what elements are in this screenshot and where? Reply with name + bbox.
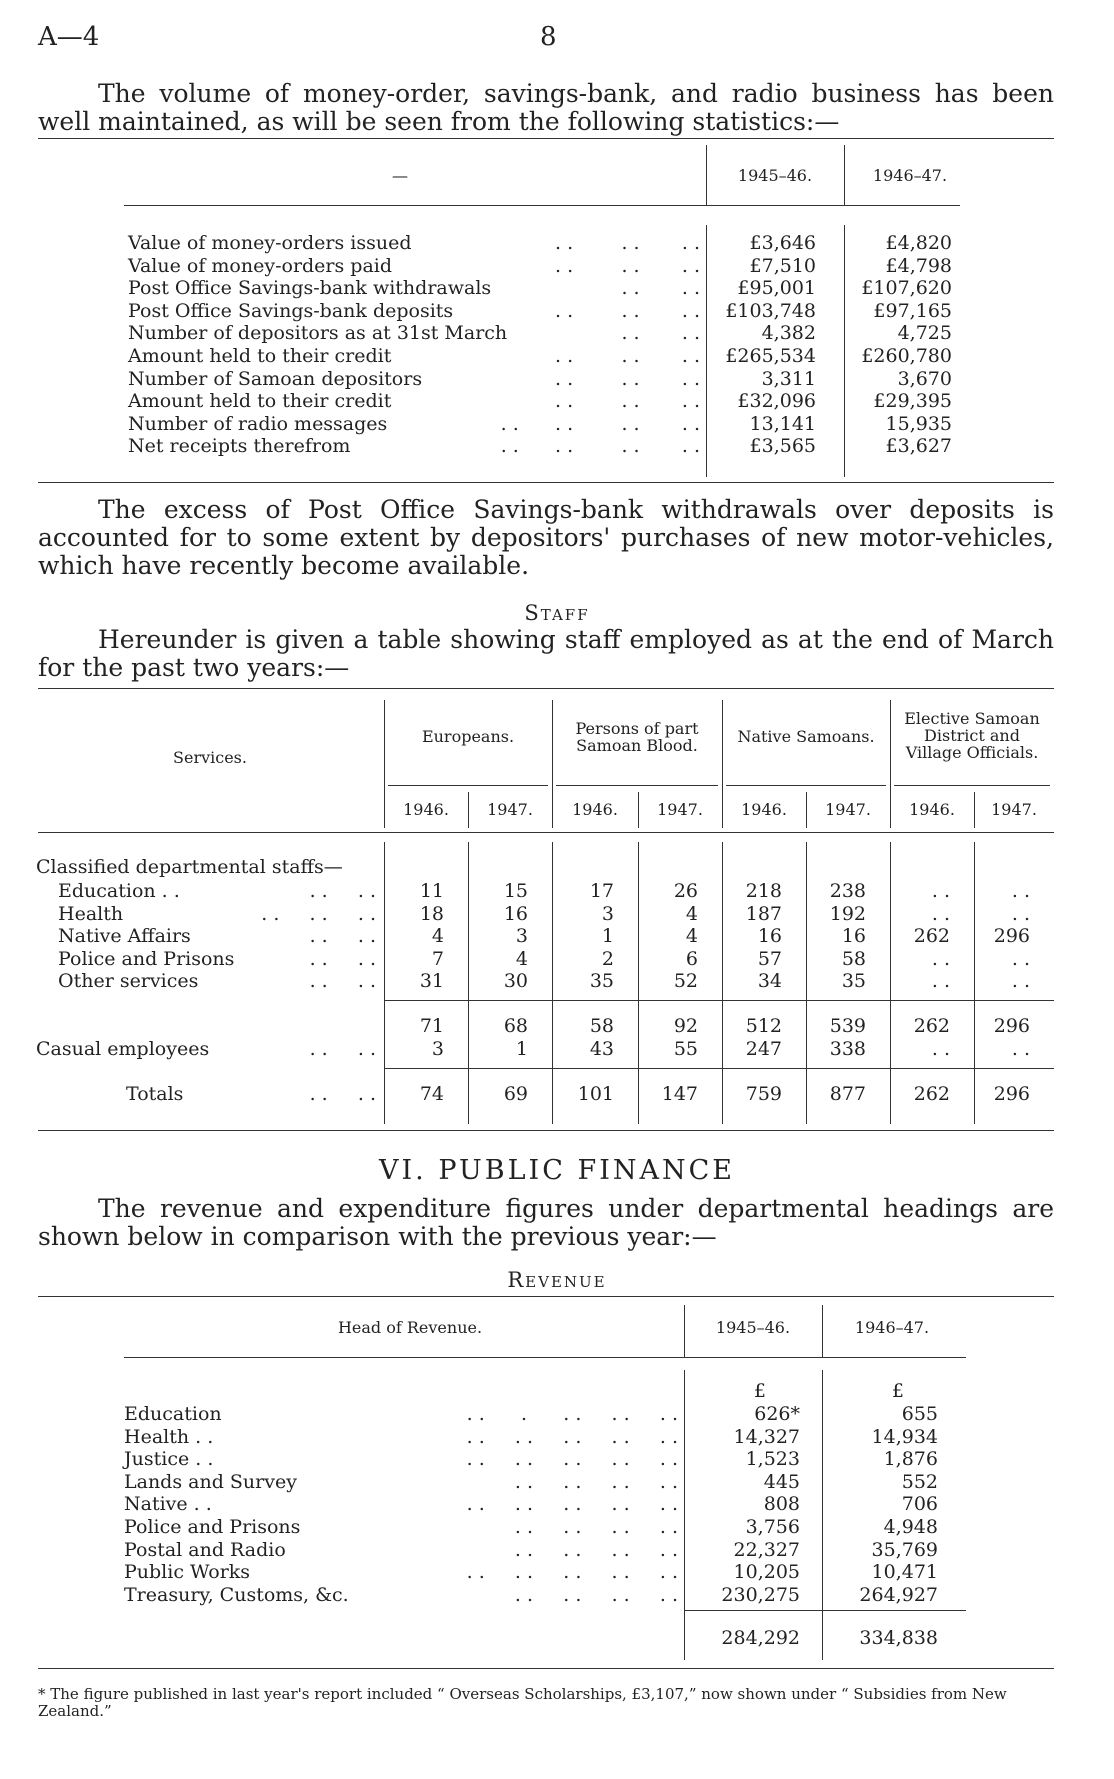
table-row: [0, 1038, 1114, 1061]
table2-divider: [722, 700, 723, 828]
table2-divider: [638, 792, 639, 828]
row-label: Police and Prisons: [124, 1516, 301, 1538]
staff-value: 512: [745, 1015, 782, 1037]
staff-value: 262: [913, 925, 950, 948]
staff-value: 58: [841, 947, 866, 970]
staff-value: 68: [503, 1015, 528, 1037]
row-label: Public Works: [124, 1561, 251, 1584]
leader-dots: . . . . . .: [542, 367, 700, 390]
row-label: Totals: [126, 1083, 184, 1105]
table-row: [0, 1083, 1114, 1106]
leader-dots: . . . .: [309, 1083, 376, 1105]
value-1945-46: £3,565: [749, 435, 816, 458]
leader-dots: . . . . . . . .: [460, 1538, 678, 1561]
staff-value: 69: [503, 1083, 528, 1105]
table1-divider: [844, 145, 845, 205]
leader-dots: . . . .: [309, 947, 376, 970]
revenue-caption: Revenue: [507, 1268, 607, 1292]
excess-paragraph-text: The excess of Post Office Savings-bank withdrawals over deposits is accounted for to some extent by depositors' purchases of new motor-vehicles, which have recently become available.: [38, 495, 1054, 580]
staff-value: . .: [1011, 947, 1030, 970]
staff-value: 539: [829, 1015, 866, 1037]
group-rule: [388, 785, 548, 786]
intro-paragraph: [38, 80, 1054, 136]
value-1946-47: £29,395: [873, 390, 952, 413]
table-row: [0, 1403, 1114, 1426]
value-1946-47: £260,780: [861, 345, 952, 367]
leader-dots: . . . .: [591, 322, 700, 345]
value-1945-46: 626*: [754, 1403, 800, 1425]
value-1945-46: 3,756: [745, 1516, 800, 1538]
staff-value: 3: [515, 925, 528, 948]
staff-caption: Staff: [524, 601, 590, 625]
year-header: 1946.: [741, 800, 787, 819]
leader-dots: . . . . . . . . .: [466, 1403, 678, 1425]
value-1946-47: £3,627: [885, 435, 952, 458]
row-label: Native . .: [124, 1493, 212, 1516]
subtotal-rule: [384, 1000, 1054, 1001]
table-row: [0, 1493, 1114, 1516]
value-1945-46: 3,311: [761, 367, 816, 390]
table1-divider: [706, 145, 707, 205]
table-row: [0, 300, 1114, 323]
value-1946-47: 15,935: [885, 412, 952, 435]
table2-divider: [806, 792, 807, 828]
table-row: [0, 413, 1114, 436]
staff-value: 43: [589, 1038, 614, 1060]
value-1946-47: 4,725: [897, 322, 952, 345]
table-row: [0, 1015, 1114, 1038]
year-header: 1946.: [909, 800, 955, 819]
table-row: [0, 1584, 1114, 1607]
value-1946-47: 552: [901, 1470, 938, 1493]
value-1946-47: 264,927: [859, 1583, 938, 1606]
leader-dots: . . . . . .: [542, 232, 700, 254]
row-label: Number of radio messages: [128, 412, 388, 435]
staff-value: 338: [829, 1038, 866, 1060]
unit-symbol: £: [753, 1380, 766, 1402]
table-row: [0, 1539, 1114, 1562]
staff-value: 2: [601, 947, 614, 970]
table-row: [0, 970, 1114, 993]
staff-value: 4: [685, 925, 698, 948]
total-1945-46: 284,292: [721, 1627, 800, 1649]
table3-bottom-rule: [38, 1668, 1054, 1669]
table-row: [0, 948, 1114, 971]
leader-dots: . . . . . .: [261, 902, 376, 925]
value-1945-46: 13,141: [749, 412, 816, 435]
row-label: Amount held to their credit: [128, 345, 392, 367]
staff-value: . .: [1011, 1038, 1030, 1060]
row-label: Amount held to their credit: [128, 390, 392, 413]
table-row: [0, 368, 1114, 391]
leader-dots: . . . . . . . . . .: [466, 1493, 678, 1516]
table-row: [0, 925, 1114, 948]
row-label: Net receipts therefrom: [128, 435, 351, 458]
leader-dots: . . . . . . . .: [508, 1583, 678, 1606]
table1-bottom-rule: [38, 482, 1054, 483]
leader-dots: . . . . . . . . . .: [466, 1561, 678, 1584]
table2-divider: [890, 700, 891, 828]
value-1945-46: 808: [763, 1493, 800, 1516]
leader-dots: . . . .: [309, 925, 376, 948]
row-label: Lands and Survey: [124, 1470, 297, 1493]
leader-dots: . . . . . .: [542, 345, 700, 367]
group-header: Europeans.: [421, 727, 515, 746]
leader-dots: . . . . . . . . . .: [466, 1448, 678, 1471]
staff-value: 759: [745, 1083, 782, 1105]
value-1946-47: £4,820: [885, 232, 952, 254]
staff-value: 58: [589, 1015, 614, 1037]
table2-divider: [468, 792, 469, 828]
value-1946-47: 35,769: [871, 1538, 938, 1561]
intro-paragraph-text: The volume of money-order, savings-bank, and radio business has been well maintained, as will be seen from the following statistics:—: [38, 79, 1054, 136]
staff-paragraph-text: Hereunder is given a table showing staff employed as at the end of March for the past two years:—: [38, 625, 1054, 682]
excess-paragraph: [38, 496, 1054, 580]
classified-label: Classified departmental staffs—: [36, 856, 343, 878]
table3-top-rule: [38, 1296, 1054, 1297]
row-label: Other services: [58, 970, 199, 993]
value-1946-47: 3,670: [897, 367, 952, 390]
leader-dots: . . . . . .: [542, 299, 700, 322]
staff-value: . .: [1011, 902, 1030, 925]
totals-rule: [384, 1068, 1054, 1069]
value-1945-46: 14,327: [733, 1425, 800, 1448]
staff-value: 1: [515, 1038, 528, 1060]
row-label: Native Affairs: [58, 925, 191, 948]
staff-value: 7: [431, 947, 444, 970]
row-label: Police and Prisons: [58, 947, 235, 970]
staff-value: 147: [661, 1083, 698, 1105]
table-row: [0, 1471, 1114, 1494]
table-row: [0, 345, 1114, 368]
finance-paragraph: [38, 1195, 1054, 1251]
row-label: Justice . .: [124, 1448, 214, 1471]
staff-value: 296: [993, 925, 1030, 948]
table-row: [0, 1561, 1114, 1584]
row-label: Value of money-orders paid: [128, 254, 393, 277]
staff-value: 238: [829, 880, 866, 902]
year-header: 1946.: [572, 800, 618, 819]
staff-value: 17: [589, 880, 614, 902]
staff-value: 3: [601, 902, 614, 925]
group-header: Persons of part Samoan Blood.: [575, 719, 699, 755]
value-1945-46: £7,510: [749, 254, 816, 277]
row-label: Number of depositors as at 31st March: [128, 322, 508, 345]
staff-value: 15: [503, 880, 528, 902]
table-row: [0, 903, 1114, 926]
leader-dots: . . . .: [309, 970, 376, 993]
value-1946-47: £107,620: [861, 277, 952, 300]
table1-col2-header: 1946–47.: [872, 166, 948, 185]
row-label: Education: [124, 1403, 222, 1425]
staff-value: 11: [419, 880, 444, 902]
row-label: Number of Samoan depositors: [128, 367, 423, 390]
table-row: [0, 277, 1114, 300]
table1-top-rule: [38, 138, 1054, 139]
staff-value: 262: [913, 1083, 950, 1105]
value-1945-46: £265,534: [725, 345, 816, 367]
leader-dots: . . . .: [591, 277, 700, 300]
staff-value: 31: [419, 970, 444, 993]
section-title: VI. PUBLIC FINANCE: [379, 1155, 735, 1186]
group-header: Native Samoans.: [737, 727, 875, 746]
value-1945-46: £95,001: [737, 277, 816, 300]
staff-value: 877: [829, 1083, 866, 1105]
staff-value: 4: [515, 947, 528, 970]
page-number: 8: [540, 22, 557, 52]
row-label: Treasury, Customs, &c.: [124, 1583, 349, 1606]
value-1946-47: 14,934: [871, 1425, 938, 1448]
leader-dots: . . . . . .: [542, 254, 700, 277]
table-row: [0, 880, 1114, 903]
staff-value: . .: [931, 947, 950, 970]
leader-dots: . . . . . .: [542, 390, 700, 413]
staff-value: 71: [419, 1015, 444, 1037]
table-row: [0, 232, 1114, 255]
group-header: Elective Samoan District and Village Officials.: [904, 709, 1040, 762]
value-1946-47: £97,165: [873, 299, 952, 322]
staff-value: 1: [601, 925, 614, 948]
table2-divider: [552, 700, 553, 828]
unit-symbol: £: [891, 1380, 904, 1402]
footnote: * The figure published in last year's report included “ Overseas Scholarships, £3,107,” now shown under “ Subsidies from New Zealand.”: [38, 1685, 1007, 1720]
value-1945-46: 1,523: [745, 1448, 800, 1471]
staff-value: . .: [931, 902, 950, 925]
row-label: Casual employees: [36, 1038, 210, 1060]
table3-divider: [822, 1305, 823, 1357]
table3-col0-header: Head of Revenue.: [337, 1318, 483, 1337]
staff-value: 218: [745, 880, 782, 902]
value-1945-46: 22,327: [733, 1538, 800, 1561]
table2-header-rule: [38, 832, 1054, 833]
leader-dots: . . . .: [309, 1038, 376, 1060]
table3-total-rule: [684, 1610, 966, 1611]
staff-value: . .: [1011, 970, 1030, 993]
value-1946-47: 655: [901, 1403, 938, 1425]
staff-value: 187: [745, 902, 782, 925]
table-row: [0, 1448, 1114, 1471]
row-label: Health . .: [124, 1425, 214, 1448]
staff-value: 52: [673, 970, 698, 993]
row-label: Education . .: [58, 880, 180, 902]
row-label: Post Office Savings-bank deposits: [128, 299, 454, 322]
row-label: Health: [58, 902, 124, 925]
year-header: 1947.: [487, 800, 533, 819]
staff-value: 55: [673, 1038, 698, 1060]
year-header: 1946.: [403, 800, 449, 819]
services-header: Services.: [173, 748, 247, 767]
table2-top-rule: [38, 688, 1054, 689]
table-row: [0, 1516, 1114, 1539]
row-label: Postal and Radio: [124, 1538, 286, 1561]
table-row: [0, 255, 1114, 278]
value-1945-46: 230,275: [721, 1583, 800, 1606]
staff-value: 74: [419, 1083, 444, 1105]
value-1946-47: 4,948: [883, 1516, 938, 1538]
row-label: Post Office Savings-bank withdrawals: [128, 277, 492, 300]
staff-value: 4: [685, 902, 698, 925]
staff-value: . .: [1011, 880, 1030, 902]
group-rule: [894, 785, 1050, 786]
group-rule: [726, 785, 886, 786]
table1-col0-header: —: [392, 166, 408, 185]
staff-value: 4: [431, 925, 444, 948]
value-1945-46: £103,748: [725, 299, 816, 322]
table-row: [0, 1426, 1114, 1449]
leader-dots: . . . . . . . .: [488, 435, 700, 458]
row-label: Value of money-orders issued: [128, 232, 412, 254]
table2-bottom-rule: [38, 1130, 1054, 1131]
value-1945-46: £32,096: [737, 390, 816, 413]
year-header: 1947.: [657, 800, 703, 819]
staff-value: 16: [503, 902, 528, 925]
value-1945-46: 10,205: [733, 1561, 800, 1584]
staff-value: 262: [913, 1015, 950, 1037]
staff-value: 57: [757, 947, 782, 970]
value-1945-46: 445: [763, 1470, 800, 1493]
table-row: [0, 390, 1114, 413]
staff-value: 34: [757, 970, 782, 993]
leader-dots: . . . . . . . .: [460, 1470, 678, 1493]
leader-dots: . . . .: [309, 880, 376, 902]
staff-value: 247: [745, 1038, 782, 1060]
staff-value: . .: [931, 880, 950, 902]
total-1946-47: 334,838: [859, 1627, 938, 1649]
table3-header-rule: [124, 1357, 966, 1358]
table1-header-rule: [124, 205, 960, 206]
group-rule: [556, 785, 718, 786]
staff-value: 16: [757, 925, 782, 948]
staff-value: 92: [673, 1015, 698, 1037]
table2-divider: [974, 792, 975, 828]
staff-value: 30: [503, 970, 528, 993]
staff-value: 101: [577, 1083, 614, 1105]
table3-divider: [684, 1305, 685, 1357]
table3-col2-header: 1946–47.: [854, 1318, 930, 1337]
staff-value: 296: [993, 1015, 1030, 1037]
value-1946-47: 1,876: [883, 1448, 938, 1471]
staff-value: 35: [841, 970, 866, 993]
staff-value: 6: [685, 947, 698, 970]
table-row: [0, 435, 1114, 458]
finance-paragraph-text: The revenue and expenditure figures under departmental headings are shown below in comparison with the previous year:—: [38, 1194, 1054, 1251]
table2-divider: [384, 700, 385, 828]
table1-col1-header: 1945–46.: [737, 166, 813, 185]
staff-paragraph: [38, 626, 1054, 682]
year-header: 1947.: [825, 800, 871, 819]
value-1945-46: 4,382: [761, 322, 816, 345]
staff-value: 16: [841, 925, 866, 948]
leader-dots: . . . . . . . . . .: [466, 1425, 678, 1448]
value-1946-47: 706: [901, 1493, 938, 1516]
staff-value: 192: [829, 902, 866, 925]
leader-dots: . . . . . . . .: [494, 412, 700, 435]
value-1946-47: £4,798: [885, 254, 952, 277]
leader-dots: . . . . . . . .: [460, 1516, 678, 1538]
table-row: [0, 322, 1114, 345]
value-1946-47: 10,471: [871, 1561, 938, 1584]
staff-value: 26: [673, 880, 698, 902]
staff-value: 35: [589, 970, 614, 993]
staff-value: 296: [993, 1083, 1030, 1105]
staff-value: 18: [419, 902, 444, 925]
table3-col1-header: 1945–46.: [715, 1318, 791, 1337]
page-reference: A—4: [38, 22, 100, 52]
staff-value: . .: [931, 970, 950, 993]
value-1945-46: £3,646: [749, 232, 816, 254]
staff-value: . .: [931, 1038, 950, 1060]
staff-value: 3: [431, 1038, 444, 1060]
year-header: 1947.: [991, 800, 1037, 819]
